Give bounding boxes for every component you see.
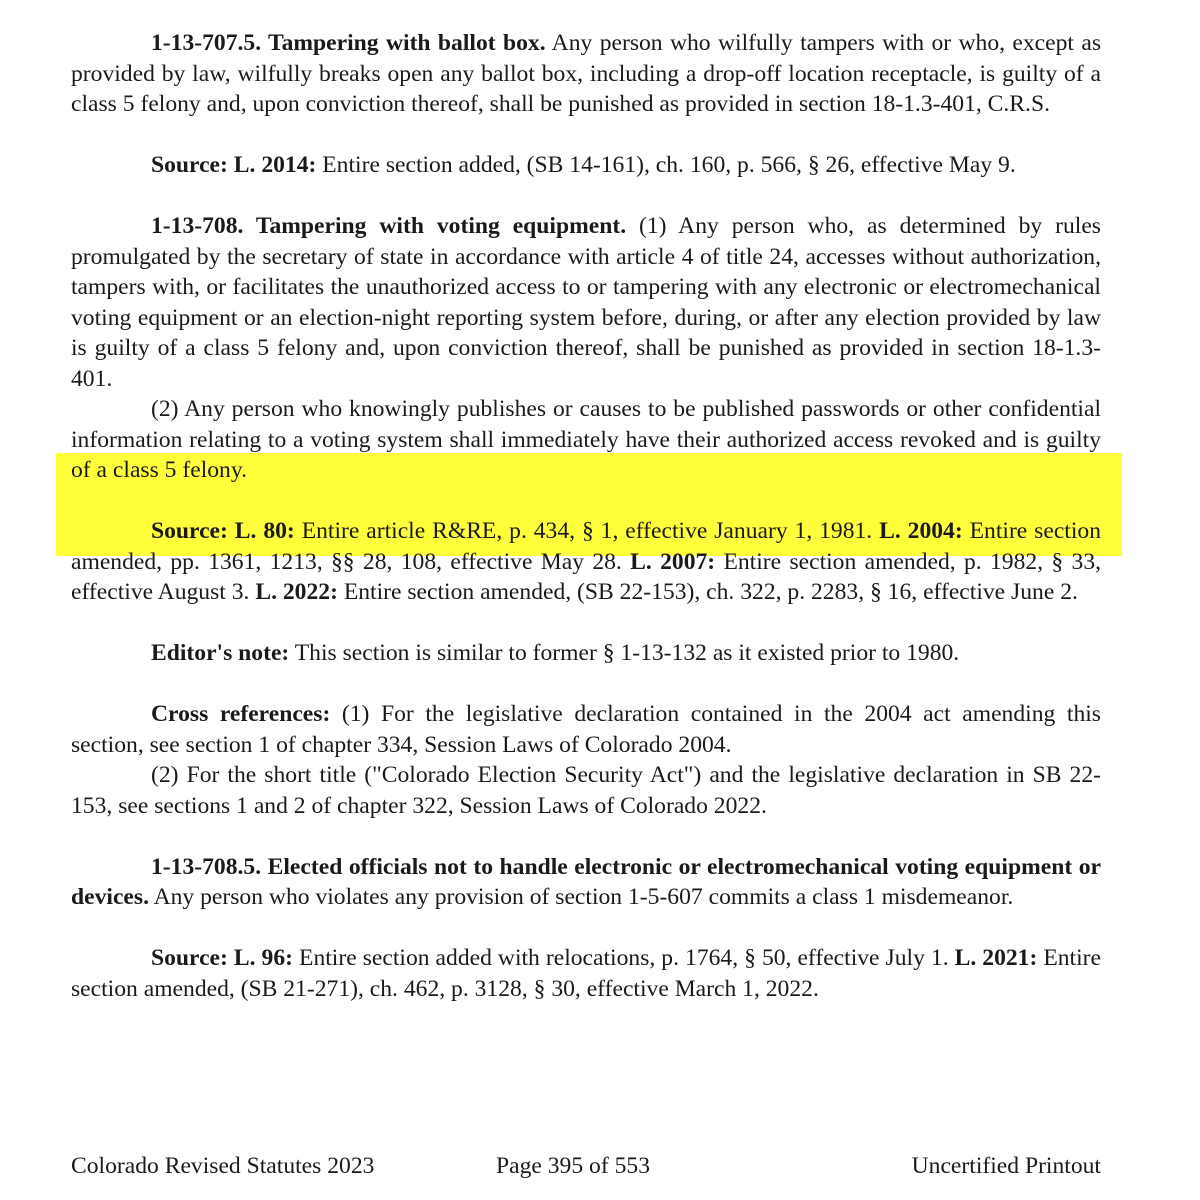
source-label: Source: L. 80: [151, 518, 295, 544]
source-text: Entire section amended, p. 1982, § 33, effective August 3. [71, 548, 1102, 605]
source-note [71, 150, 1101, 181]
source-label: L. 2021: [954, 945, 1038, 971]
source-text: Entire section added, (SB 14-161), ch. 160, p. 566, § 26, effective May 9. [316, 152, 1016, 178]
cross-reference-2: (2) For the short title ("Colorado Election Security Act") and the legislative declaration in SB 22-153, see sections 1 and 2 of chapter 322, Session Laws of Colorado 2022. [71, 762, 1101, 819]
section-heading: 1-13-708.5. Elected officials not to handle electronic or electromechanical voting equipment or devices. [71, 853, 1101, 910]
source-label: Source: L. 2014: [151, 152, 317, 178]
section-1-13-707-5 [71, 28, 1101, 120]
source-text: Entire section amended, (SB 22-153), ch. 322, p. 2283, § 16, effective June 2. [337, 579, 1078, 605]
source-note [71, 516, 1101, 608]
section-text: Any person who violates any provision of section 1-5-607 commits a class 1 misdemeanor. [148, 884, 1014, 910]
editors-note [71, 638, 1101, 669]
cross-references [71, 699, 1101, 760]
footer-title: Colorado Revised Statutes 2023 [71, 1153, 375, 1179]
page-number: Page 395 of 553 [496, 1153, 650, 1179]
source-label: Source: L. 96: [151, 945, 294, 971]
subsection-2-highlighted: (2) Any person who knowingly publishes or causes to be published passwords or other confidential information relating to a voting system shall immediately have their authorized access revoked and is guilty of a class 5 felony. [71, 396, 1101, 483]
source-label: L. 2007: [630, 548, 716, 575]
source-label: L. 2022: [255, 579, 338, 605]
section-1-13-708 [71, 211, 1101, 394]
source-note [71, 943, 1101, 1004]
section-text: (1) Any person who, as determined by rules promulgated by the secretary of state in accordance with article 4 of title 24, accesses without authorization, tampers with, or facilitates the unauthorized access to or tampering with any electronic or electromechanical voting equipment or an election-night reporting system before, during, or after any election provided by law is guilty of a class 5 felony and, upon conviction thereof, shall be punished as provided in section 18-1.3-401. [71, 213, 1101, 392]
source-text: Entire section amended, pp. 1361, 1213, §§ 28, 108, effective May 28. [71, 518, 1102, 575]
editors-note-text: This section is similar to former § 1-13-132 as it existed prior to 1980. [289, 640, 960, 666]
cross-references-label: Cross references: [151, 701, 331, 727]
section-heading: 1-13-708. Tampering with voting equipment. [151, 213, 627, 239]
section-text: Any person who wilfully tampers with or who, except as provided by law, wilfully breaks open any ballot box, including a drop-off location receptacle, is guilty of a class 5 felony and, upon conviction thereof, shall be punished as provided in section 18-1.3-401, C.R.S. [71, 30, 1102, 117]
section-1-13-708-5 [71, 852, 1101, 913]
editors-note-label: Editor's note: [151, 640, 290, 666]
source-text: Entire section amended, (SB 21-271), ch. 462, p. 3128, § 30, effective March 1, 2022. [71, 945, 1101, 1002]
source-text: Entire section added with relocations, p. 1764, § 50, effective July 1. [293, 945, 955, 971]
source-text: Entire article R&RE, p. 434, § 1, effective January 1, 1981. [294, 518, 880, 544]
page-footer [71, 1151, 1101, 1181]
statute-page [71, 28, 1101, 1004]
section-heading: 1-13-707.5. Tampering with ballot box. [151, 30, 546, 56]
source-label: L. 2004: [879, 518, 963, 544]
cross-reference-1: (1) For the legislative declaration contained in the 2004 act amending this section, see section 1 of chapter 334, Session Laws of Colorado 2004. [71, 701, 1101, 758]
footer-disclaimer: Uncertified Printout [911, 1153, 1101, 1179]
